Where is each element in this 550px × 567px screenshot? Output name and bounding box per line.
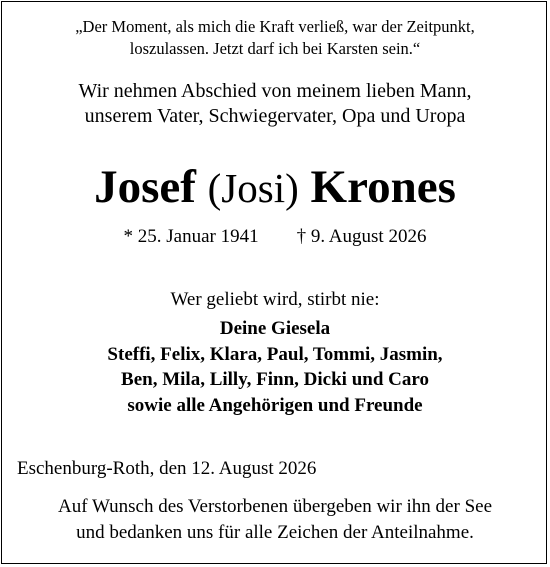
closing-line-2: und bedanken uns für alle Zeichen der Anteilnahme. <box>76 522 474 543</box>
quote-line-2: loszulassen. Jetzt darf ich bei Karsten sein.“ <box>129 39 421 58</box>
family-line: sowie alle Angehörigen und Freunde <box>127 395 423 416</box>
intro-line-2: unserem Vater, Schwiegervater, Opa und Uropa <box>84 105 466 127</box>
nickname: (Josi) <box>207 165 299 211</box>
motto: Wer geliebt wird, stirbt nie: <box>170 289 380 310</box>
death-date: † 9. August 2026 <box>296 226 427 247</box>
deceased-name <box>0 158 550 218</box>
birth-date: * 25. Januar 1941 <box>123 226 259 247</box>
family-line: Steffi, Felix, Klara, Paul, Tommi, Jasmin, <box>107 344 443 365</box>
first-name: Josef <box>94 161 196 213</box>
intro-line-1: Wir nehmen Abschied von meinem lieben Mann, <box>78 80 472 102</box>
place-and-date: Eschenburg-Roth, den 12. August 2026 <box>17 458 317 479</box>
quote-line-1: „Der Moment, als mich die Kraft verließ, war der Zeitpunkt, <box>75 17 475 36</box>
family-line: Deine Giesela <box>219 318 331 339</box>
closing-line-1: Auf Wunsch des Verstorbenen übergeben wir ihn der See <box>57 496 492 517</box>
last-name: Krones <box>310 161 456 213</box>
family-line: Ben, Mila, Lilly, Finn, Dicki und Caro <box>121 369 429 390</box>
life-dates <box>0 224 550 250</box>
